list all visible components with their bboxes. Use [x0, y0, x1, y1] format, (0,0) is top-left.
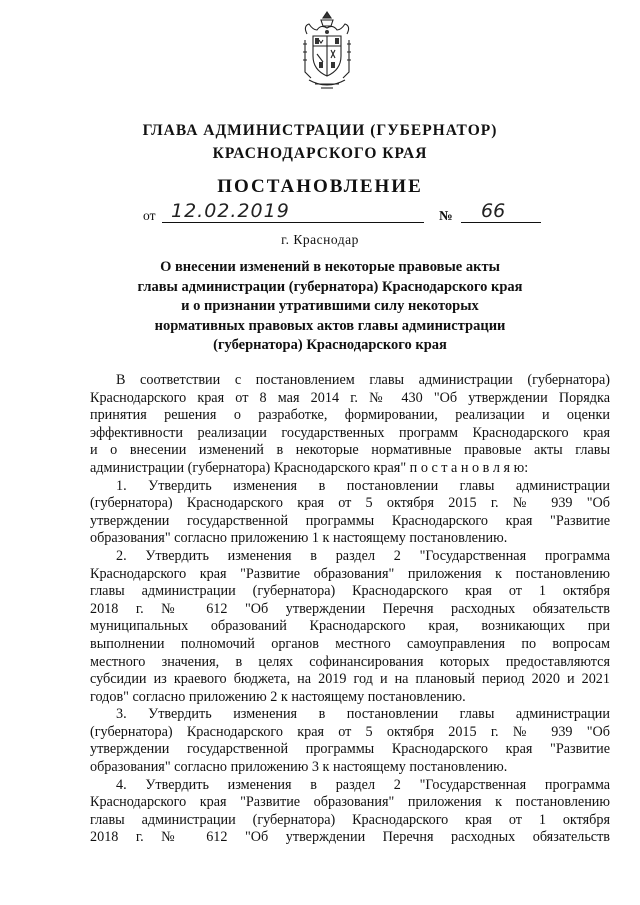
body-line: 2. Утвердить изменения в раздел 2 "Государственная программа — [116, 547, 610, 564]
body-line: главы администрации (губернатора) Краснодарского края от 1 октября — [90, 583, 610, 600]
date-number-row — [143, 200, 543, 226]
body-line: годов" согласно приложению 2 к настоящему постановлению. — [90, 688, 466, 705]
body-line: Краснодарского края от 8 мая 2014 г. № 430 "Об утверждении Порядка — [90, 389, 610, 406]
body-line: 2018 г. № 612 "Об утверждении Перечня расходных обязательств — [90, 829, 610, 846]
body-line: утверждении государственной программы Краснодарского края "Развитие — [90, 512, 610, 529]
date-prefix: от — [143, 208, 156, 223]
authority-title-line2: КРАСНОДАРСКОГО КРАЯ — [212, 145, 428, 162]
body-line: выполнении полномочий органов местного самоуправления по вопросам — [90, 635, 610, 652]
document-number: 66 — [481, 200, 506, 222]
body-line: субсидии из краевого бюджета, на 2019 год и на плановый период 2020 и 2021 — [90, 671, 610, 688]
title-line: О внесении изменений в некоторые правовые акты — [160, 259, 500, 275]
body-line: администрации (губернатора) Краснодарского края" п о с т а н о в л я ю: — [90, 459, 529, 476]
authority-title-line1: ГЛАВА АДМИНИСТРАЦИИ (ГУБЕРНАТОР) — [142, 122, 498, 139]
document-body — [90, 372, 610, 847]
body-line: (губернатора) Краснодарского края от 5 октября 2015 г. № 939 "Об — [90, 723, 610, 740]
coat-of-arms-emblem — [301, 10, 353, 94]
body-line: 3. Утвердить изменения в постановлении главы администрации — [116, 706, 610, 723]
body-line: Краснодарского края "Развитие образования" приложения к постановлению — [90, 565, 610, 582]
body-line: Краснодарского края "Развитие образования" приложения к постановлению — [90, 794, 610, 811]
body-line: утверждении государственной программы Краснодарского края "Развитие — [90, 741, 610, 758]
body-line: главы администрации (губернатора) Краснодарского края от 1 октября — [90, 811, 610, 828]
body-line: 2018 г. № 612 "Об утверждении Перечня расходных обязательств — [90, 600, 610, 617]
city: г. Краснодар — [281, 232, 359, 247]
body-line: образования" согласно приложению 3 к настоящему постановлению. — [90, 759, 508, 776]
date-underline — [162, 222, 424, 223]
body-line: принятия решения о разработке, формировании, реализации и оценки — [90, 407, 610, 424]
title-line: главы администрации (губернатора) Краснодарского края — [137, 278, 523, 295]
body-line: (губернатора) Краснодарского края от 5 октября 2015 г. № 939 "Об — [90, 495, 610, 512]
body-line: муниципальных образований Краснодарского края, возникающих при — [90, 618, 610, 635]
body-line: эффективности реализации государственных программ Краснодарского края — [90, 424, 610, 441]
body-line: В соответствии с постановлением главы администрации (губернатора) — [116, 372, 610, 388]
body-line: и о внесении изменений в некоторые нормативные правовые акты главы — [90, 442, 610, 459]
document-date: 12.02.2019 — [171, 200, 290, 222]
body-line: местного значения, в целях софинансирования которых предоставляются — [90, 653, 610, 670]
title-line: (губернатора) Краснодарского края — [213, 337, 447, 353]
body-line: 4. Утвердить изменения в раздел 2 "Государственная программа — [116, 776, 610, 793]
number-prefix: № — [439, 208, 453, 223]
number-underline — [461, 222, 541, 223]
document-title — [120, 258, 540, 356]
title-line: и о признании утратившими силу некоторых — [181, 298, 479, 314]
title-line: нормативных правовых актов главы администрации — [154, 317, 506, 334]
body-line: 1. Утвердить изменения в постановлении главы администрации — [116, 477, 610, 494]
body-line: образования" согласно приложению 1 к настоящему постановлению. — [90, 530, 508, 547]
document-type: ПОСТАНОВЛЕНИЕ — [217, 176, 423, 197]
